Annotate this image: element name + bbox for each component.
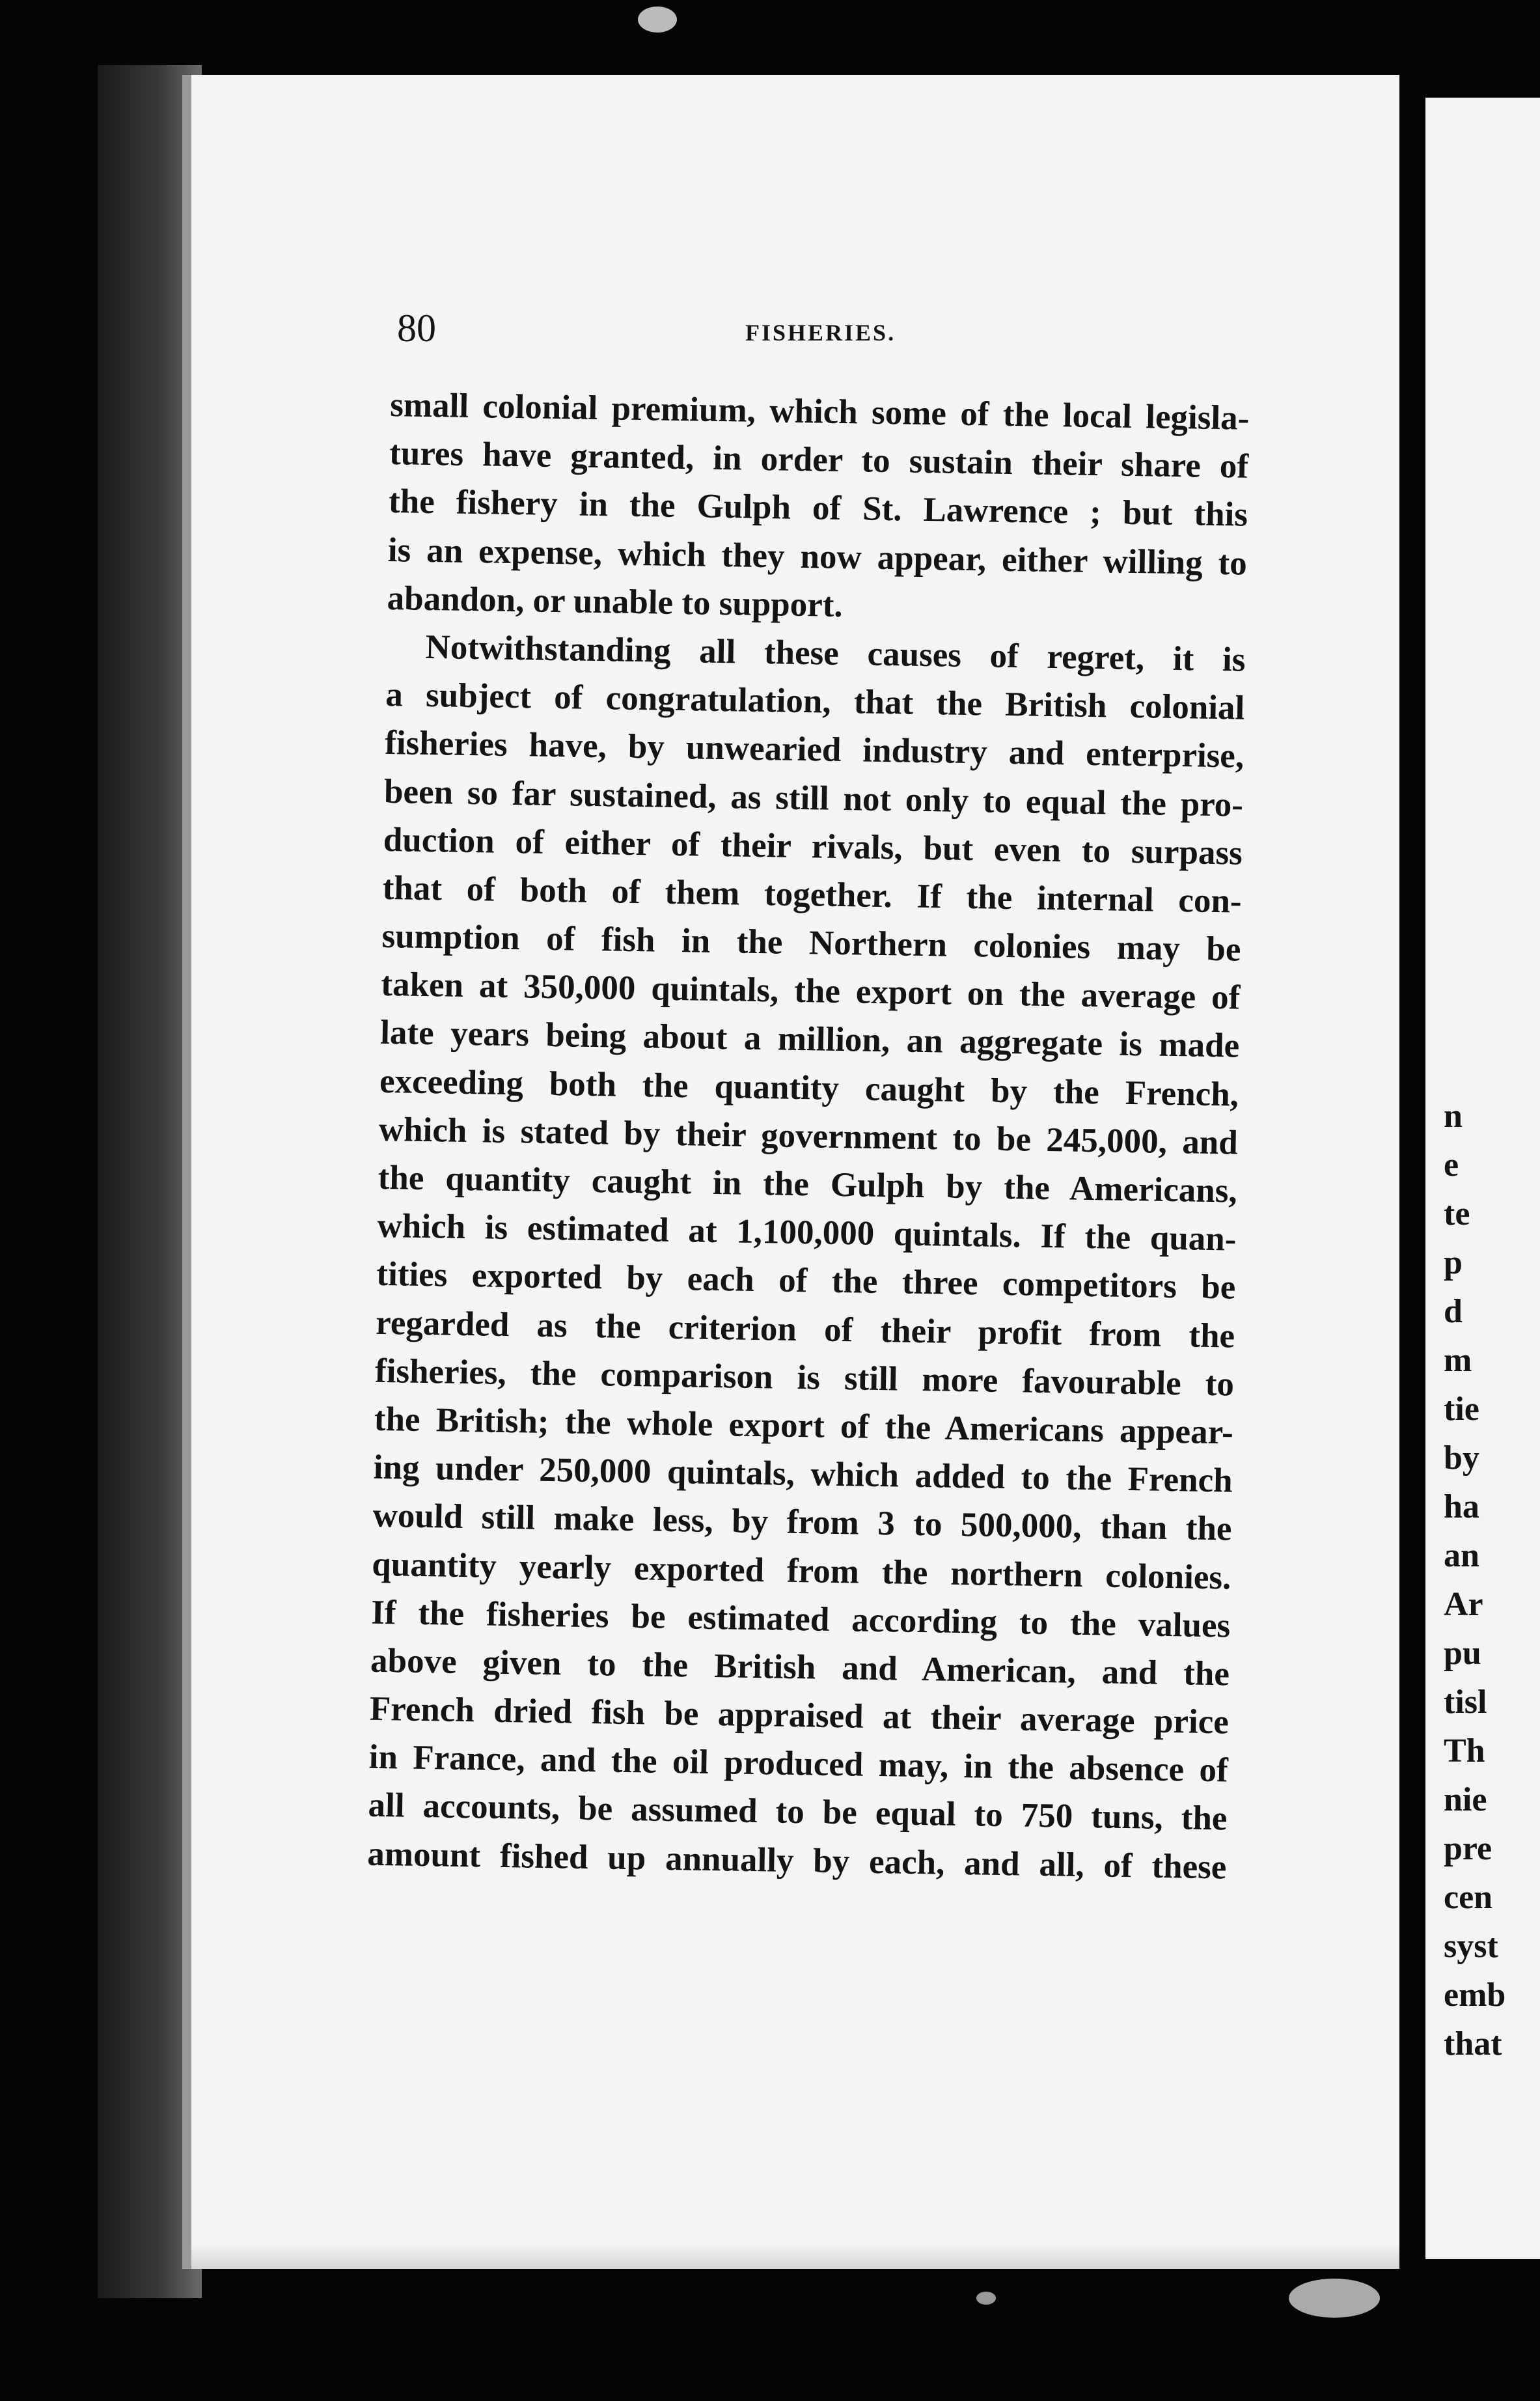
facing-page-fragment: te [1444,1195,1470,1232]
facing-page-fragment: tisl [1444,1684,1487,1721]
text-line: tities exported by each of the three competitors be [376,1255,1236,1307]
text-line: that of both of them together. If the internal con- [382,868,1243,921]
text-line: which is estimated at 1,100,000 quintals. If the quan- [377,1207,1237,1258]
text-line: amount fished up annually by each, and all, of these [367,1835,1227,1887]
running-head: FISHERIES. [745,320,896,346]
text-line: the British; the whole export of the Americans appear- [374,1400,1234,1452]
facing-page-fragment: cen [1444,1879,1493,1916]
facing-page-fragment: p [1444,1244,1463,1281]
text-line: in France, and the oil produced may, in the absence of [368,1738,1229,1790]
facing-page-fragment: m [1444,1342,1472,1379]
text-line: sumption of fish in the Northern colonies may be [381,917,1241,969]
scan-speck [976,2292,996,2305]
scan-speck [1289,2279,1380,2318]
text-line: regarded as the criterion of their profit from the [375,1303,1235,1355]
facing-page-fragment: d [1444,1293,1463,1330]
facing-page-fragment: tie [1444,1391,1479,1428]
text-line: abandon, or unable to support. [387,579,844,624]
text-line: ing under 250,000 quintals, which added to the French [373,1448,1233,1500]
facing-page-fragment: e [1444,1146,1459,1184]
text-line: late years being about a million, an aggregate is made [379,1014,1240,1066]
facing-page-fragment: pu [1444,1635,1481,1672]
text-line: small colonial premium, which some of the local legisla- [389,385,1250,437]
facing-page-fragment: an [1444,1537,1479,1574]
text-line: If the fisheries be estimated according to the values [370,1593,1231,1645]
facing-page-fragment: nie [1444,1781,1487,1818]
text-line: which is stated by their government to be 245,000, and [378,1110,1239,1162]
facing-page-edge [1425,98,1540,2259]
text-line: a subject of congratulation, that the British colonial [385,676,1245,727]
text-line: taken at 350,000 quintals, the export on the average of [380,965,1241,1017]
text-line: the quantity caught in the Gulph by the Americans, [378,1158,1238,1210]
text-line: would still make less, by from 3 to 500,000, than the [372,1497,1232,1548]
facing-page-fragment: emb [1444,1977,1506,2014]
text-line: the fishery in the Gulph of St. Lawrence ; but this [388,482,1248,534]
text-line: is an expense, which they now appear, either willing to [387,531,1248,583]
facing-page-fragment: Ar [1444,1586,1483,1623]
text-line: French dried fish be appraised at their average price [369,1689,1230,1742]
facing-page-fragment: ha [1444,1488,1479,1525]
page-number: 80 [397,307,436,350]
text-line: exceeding both the quantity caught by the French, [379,1062,1239,1114]
facing-page-fragment: by [1444,1439,1479,1477]
text-line: above given to the British and American, and the [370,1641,1230,1693]
facing-page-fragment: pre [1444,1830,1492,1867]
facing-page-fragment: n [1444,1098,1463,1135]
text-line: fisheries, the comparison is still more favourable to [374,1352,1235,1404]
text-line: duction of either of their rivals, but even to surpass [383,820,1243,872]
facing-page-fragment: Th [1444,1732,1485,1770]
text-line: tures have granted, in order to sustain their share of [389,434,1249,486]
text-line: quantity yearly exported from the northern colonies. [371,1545,1231,1597]
facing-page-fragment: that [1444,2025,1502,2062]
page-body-text [367,381,1250,1891]
text-line: fisheries have, by unwearied industry and enterprise, [384,724,1244,775]
text-line: all accounts, be assumed to be equal to 750 tuns, the [368,1786,1228,1838]
facing-page-fragment: syst [1444,1928,1498,1965]
scan-speck [638,7,677,33]
page-header [391,306,1243,358]
text-line: Notwithstanding all these causes of regret, it is [425,628,1246,679]
text-line: been so far sustained, as still not only to equal the pro- [383,772,1244,824]
